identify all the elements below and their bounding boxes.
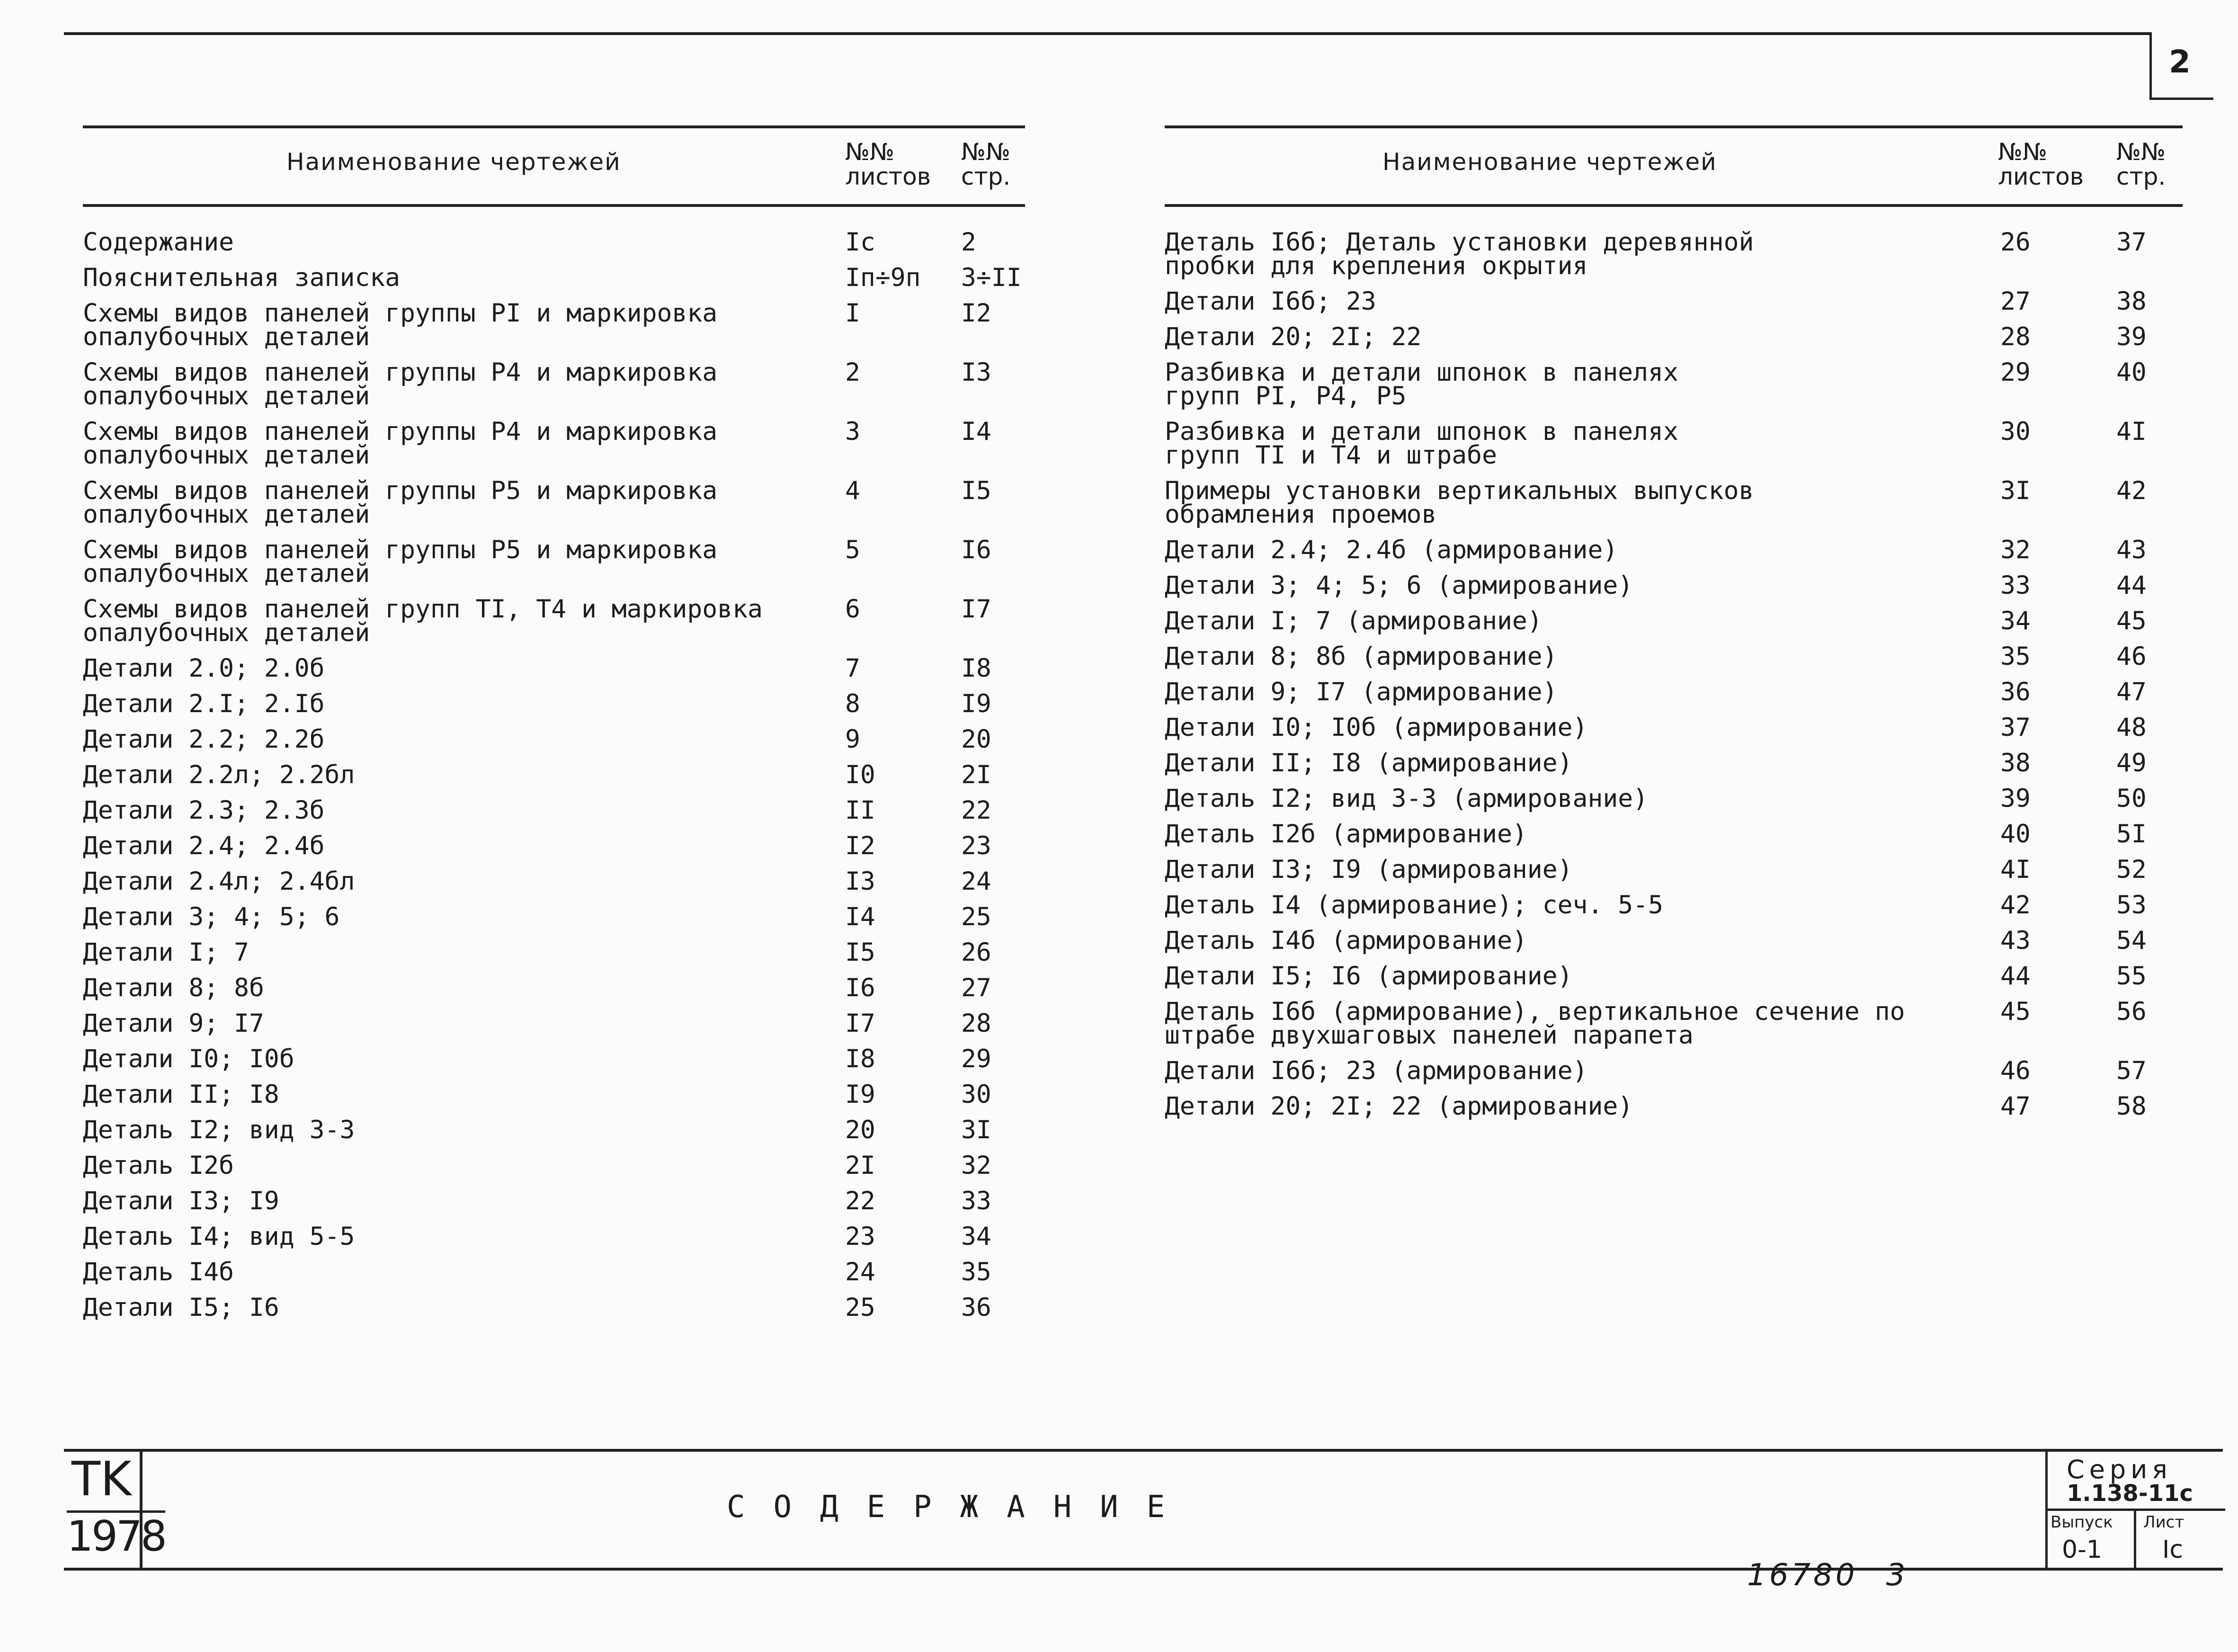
sheet-number-cell: I: [845, 299, 860, 328]
org-code: TK: [71, 1451, 132, 1507]
drawing-name: Детали 20; 2I; 22 (армирование): [1165, 1092, 1633, 1121]
sheet-number-cell: 37: [2000, 713, 2031, 742]
table-row: [83, 1260, 1025, 1296]
drawing-name: Детали I0; I0б: [83, 1045, 294, 1073]
table-row: [1165, 713, 2183, 751]
table-row: [1165, 322, 2183, 361]
page-number-cell: I4: [961, 417, 991, 446]
drawing-name: Детали 2.4; 2.4б: [83, 831, 325, 860]
issue-value: 0-1: [2062, 1536, 2102, 1564]
page-number-cell: 39: [2116, 322, 2147, 351]
page-number-cell: 25: [961, 902, 991, 931]
page-number-cell: 53: [2116, 891, 2147, 920]
sheet-number-cell: 27: [2000, 287, 2031, 316]
page-number-cell: 3I: [961, 1116, 991, 1144]
sheet-number-cell: I3: [845, 867, 875, 896]
table-row: [83, 263, 1025, 302]
page-number-cell: 40: [2116, 358, 2147, 387]
page-number-cell: I7: [961, 595, 991, 624]
sheet-number-cell: 22: [845, 1187, 875, 1215]
issue-cell: [2048, 1511, 2136, 1570]
table-row: [83, 1189, 1025, 1225]
table-row: [1165, 964, 2183, 1000]
table-row: [83, 1151, 1025, 1189]
drawing-name: Деталь I2; вид 3-3: [83, 1116, 355, 1144]
table-row: [1165, 609, 2183, 645]
drawing-name: Примеры установки вертикальных выпусков обрамления проемов: [1165, 476, 1754, 529]
drawing-name: Детали I0; I0б (армирование): [1165, 713, 1588, 742]
drawing-name: Схемы видов панелей группы P4 и маркировка опалубочных деталей: [83, 358, 718, 411]
sheet-number-cell: 33: [2000, 571, 2031, 600]
table-row: [83, 689, 1025, 728]
drawing-name: Детали I3; I9 (армирование): [1165, 855, 1573, 884]
sheet-number-cell: 3I: [2000, 476, 2031, 505]
table-row: [1165, 784, 2183, 822]
sheet-number-cell: I9: [845, 1080, 875, 1109]
sheet-number-cell: I4: [845, 902, 875, 931]
sheet-number-cell: 40: [2000, 820, 2031, 848]
header-pages: №№ стр.: [961, 138, 1011, 190]
title-block: [64, 1449, 2223, 1571]
drawing-name: Детали I5; I6: [83, 1293, 279, 1322]
page-number-cell: 50: [2116, 784, 2147, 813]
sheet-number-cell: 44: [2000, 962, 2031, 991]
sheet-number-cell: I0: [845, 760, 875, 789]
org-year: 1978: [67, 1510, 165, 1560]
drawing-name: Детали 3; 4; 5; 6 (армирование): [1165, 571, 1633, 600]
issue-sheet-row: [2048, 1509, 2225, 1570]
sheet-number-cell: II: [845, 796, 875, 825]
drawing-name: Детали I6б; 23: [1165, 287, 1376, 316]
table-row: [1165, 926, 2183, 964]
page-number-cell: 43: [2116, 536, 2147, 564]
header-pages: №№ стр.: [2116, 138, 2166, 190]
left-contents-table: [83, 125, 1025, 1357]
table-row: [83, 1047, 1025, 1083]
right-contents-table: [1165, 125, 2183, 1357]
page-number-cell: 24: [961, 867, 991, 896]
drawing-name: Детали 2.2л; 2.2бл: [83, 760, 355, 789]
drawing-name: Детали 20; 2I; 22: [1165, 322, 1422, 351]
table-row: [83, 867, 1025, 905]
sheet-number-cell: I5: [845, 938, 875, 967]
sheet-number-cell: I8: [845, 1045, 875, 1073]
drawing-name: Детали 8; 8б: [83, 973, 264, 1002]
sheet-number-cell: 6: [845, 595, 860, 624]
page-number-cell: I2: [961, 299, 991, 328]
sheet-number-cell: 39: [2000, 784, 2031, 813]
page-number-cell: 27: [961, 973, 991, 1002]
drawing-name: Детали I; 7 (армирование): [1165, 607, 1543, 635]
drawing-name: Деталь I2б: [83, 1151, 234, 1180]
page-number-cell: 33: [961, 1187, 991, 1215]
table-row: [1165, 855, 2183, 893]
sheet-number-cell: 43: [2000, 926, 2031, 955]
sheet-number-cell: 34: [2000, 607, 2031, 635]
drawing-name: Пояснительная записка: [83, 263, 401, 292]
sheet-number-cell: 42: [2000, 891, 2031, 920]
page-number-cell: I5: [961, 476, 991, 505]
drawing-name: Разбивка и детали шпонок в панелях групп TI и T4 и штрабе: [1165, 417, 1678, 470]
table-row: [1165, 1056, 2183, 1095]
header-name: Наименование чертежей: [286, 148, 621, 176]
sheet-number-cell: 24: [845, 1258, 875, 1286]
sheet-number-cell: 46: [2000, 1056, 2031, 1085]
page-number-cell: 49: [2116, 749, 2147, 777]
page-number-cell: 2I: [961, 760, 991, 789]
sheet-number-box: [2149, 33, 2213, 100]
sheet-number-cell: 25: [845, 1293, 875, 1322]
drawing-name: Схемы видов панелей групп TI, T4 и маркировка опалубочных деталей: [83, 595, 763, 647]
series-block: [2045, 1452, 2225, 1568]
drawing-name: Детали 2.4л; 2.4бл: [83, 867, 355, 896]
drawing-name: Схемы видов панелей группы P4 и маркировка опалубочных деталей: [83, 417, 718, 470]
table-row: [1165, 680, 2183, 716]
sheet-value: Iс: [2162, 1536, 2183, 1564]
drawing-name: Деталь I2б (армирование): [1165, 820, 1527, 848]
drawing-name: Схемы видов панелей группы P5 и маркировка опалубочных деталей: [83, 476, 718, 529]
series-label: Серия: [2067, 1455, 2172, 1484]
table-row: [1165, 287, 2183, 325]
drawing-name: Деталь I4б (армирование): [1165, 926, 1527, 955]
archive-number-suffix: 3: [1886, 1558, 1908, 1593]
page-number-cell: 22: [961, 796, 991, 825]
page-number-cell: 28: [961, 1009, 991, 1038]
drawing-name: Детали 2.0; 2.0б: [83, 654, 325, 683]
sheet-number-cell: 20: [845, 1116, 875, 1144]
table-row: [83, 228, 1025, 266]
page-number-cell: 52: [2116, 855, 2147, 884]
page-number-cell: 42: [2116, 476, 2147, 505]
sheet-number-cell: 2: [845, 358, 860, 387]
right-table-header: [1165, 125, 2183, 207]
page-number-cell: 26: [961, 938, 991, 967]
sheet-number: 2: [2169, 44, 2191, 80]
table-row: [83, 725, 1025, 763]
drawing-name: Детали 2.4; 2.4б (армирование): [1165, 536, 1618, 564]
sheet-number-cell: 45: [2000, 997, 2031, 1026]
table-row: [83, 1118, 1025, 1154]
table-row: [83, 938, 1025, 976]
org-mark: [64, 1451, 165, 1568]
page-number-cell: 3÷II: [961, 263, 1022, 292]
document-title: СОДЕРЖАНИЕ: [727, 1490, 1194, 1525]
table-row: [83, 1080, 1025, 1118]
sheet-number-cell: 4I: [2000, 855, 2031, 884]
page-number-cell: I8: [961, 654, 991, 683]
table-row: [83, 1009, 1025, 1047]
sheet-number-cell: I7: [845, 1009, 875, 1038]
table-row: [1165, 417, 2183, 479]
drawing-name: Детали 2.2; 2.2б: [83, 725, 325, 754]
sheet-number-cell: 29: [2000, 358, 2031, 387]
sheet-cell: [2134, 1511, 2225, 1570]
drawing-name: Детали 9; I7 (армирование): [1165, 678, 1558, 706]
page-number-cell: 4I: [2116, 417, 2147, 446]
table-row: [83, 595, 1025, 657]
table-row: [83, 654, 1025, 692]
sheet-number-cell: 8: [845, 689, 860, 718]
header-name: Наименование чертежей: [1382, 148, 1717, 176]
table-row: [83, 796, 1025, 834]
archive-number-main: 16780: [1747, 1558, 1858, 1593]
table-row: [83, 538, 1025, 598]
table-row: [83, 1222, 1025, 1260]
sheet-number-cell: 4: [845, 476, 860, 505]
drawing-name: Детали 2.3; 2.3б: [83, 796, 325, 825]
page-number-cell: 2: [961, 228, 976, 257]
sheet-number-cell: 32: [2000, 536, 2031, 564]
page-number-cell: I3: [961, 358, 991, 387]
page-number-cell: 38: [2116, 287, 2147, 316]
sheet-number-cell: Iп÷9п: [845, 263, 921, 292]
drawing-name: Детали I; 7: [83, 938, 249, 967]
page-number-cell: 44: [2116, 571, 2147, 600]
page-number-cell: 29: [961, 1045, 991, 1073]
drawing-name: Схемы видов панелей группы P5 и маркировка опалубочных деталей: [83, 536, 718, 588]
table-row: [1165, 571, 2183, 609]
page-number-cell: I9: [961, 689, 991, 718]
page-number-cell: 47: [2116, 678, 2147, 706]
left-table-header: [83, 125, 1025, 207]
table-row: [1165, 893, 2183, 929]
table-row: [83, 831, 1025, 870]
drawing-name: Содержание: [83, 228, 234, 257]
page-number-cell: 48: [2116, 713, 2147, 742]
header-sheets: №№ листов: [1998, 138, 2084, 190]
sheet-number-cell: 26: [2000, 228, 2031, 257]
table-row: [1165, 751, 2183, 787]
table-row: [1165, 538, 2183, 574]
drawing-name: Деталь I2; вид 3-3 (армирование): [1165, 784, 1649, 813]
sheet-number-cell: 5: [845, 536, 860, 564]
drawing-name: Деталь I4; вид 5-5: [83, 1222, 355, 1251]
page-number-cell: I6: [961, 536, 991, 564]
drawing-name: Деталь I6б; Деталь установки деревянной пробки для крепления окрытия: [1165, 228, 1754, 280]
table-row: [83, 417, 1025, 479]
archive-number: [1747, 1558, 1908, 1593]
drawing-name: Деталь I6б (армирование), вертикальное сечение по штрабе двухшаговых панелей парапета: [1165, 997, 1905, 1050]
drawing-name: Детали II; I8: [83, 1080, 279, 1109]
page-number-cell: 56: [2116, 997, 2147, 1026]
table-row: [83, 476, 1025, 538]
sheet-number-cell: 28: [2000, 322, 2031, 351]
drawing-name: Деталь I4 (армирование); сеч. 5-5: [1165, 891, 1663, 920]
drawing-name: Детали 9; I7: [83, 1009, 264, 1038]
table-row: [83, 299, 1025, 361]
table-row: [1165, 228, 2183, 290]
table-row: [83, 1293, 1025, 1331]
page-number-cell: 36: [961, 1293, 991, 1322]
page-number-cell: 34: [961, 1222, 991, 1251]
page-number-cell: 30: [961, 1080, 991, 1109]
sheet-number-cell: 38: [2000, 749, 2031, 777]
drawing-name: Разбивка и детали шпонок в панелях групп PI, P4, P5: [1165, 358, 1678, 411]
drawing-name: Детали I6б; 23 (армирование): [1165, 1056, 1588, 1085]
drawing-name: Деталь I4б: [83, 1258, 234, 1286]
page-number-cell: 58: [2116, 1092, 2147, 1121]
drawing-name: Детали 8; 8б (армирование): [1165, 642, 1558, 671]
issue-label: Выпуск: [2051, 1513, 2113, 1532]
drawing-name: Детали II; I8 (армирование): [1165, 749, 1573, 777]
table-row: [83, 760, 1025, 799]
sheet-number-cell: Iс: [845, 228, 875, 257]
sheet-number-cell: 23: [845, 1222, 875, 1251]
top-border: [64, 32, 2152, 35]
drawing-name: Детали 2.I; 2.Iб: [83, 689, 325, 718]
header-sheets: №№ листов: [845, 138, 931, 190]
sheet-number-cell: I2: [845, 831, 875, 860]
sheet-label: Лист: [2143, 1513, 2185, 1532]
sheet-number-cell: 2I: [845, 1151, 875, 1180]
page-number-cell: 35: [961, 1258, 991, 1286]
page-number-cell: 46: [2116, 642, 2147, 671]
sheet-number-cell: 35: [2000, 642, 2031, 671]
table-row: [1165, 1092, 2183, 1130]
table-row: [83, 973, 1025, 1012]
page-number-cell: 5I: [2116, 820, 2147, 848]
sheet-number-cell: 7: [845, 654, 860, 683]
table-row: [1165, 476, 2183, 538]
page-number-cell: 20: [961, 725, 991, 754]
drawing-name: Детали 3; 4; 5; 6: [83, 902, 340, 931]
table-row: [1165, 642, 2183, 680]
page-number-cell: 23: [961, 831, 991, 860]
table-row: [1165, 358, 2183, 420]
page-number-cell: 37: [2116, 228, 2147, 257]
table-row: [83, 902, 1025, 941]
sheet-number-cell: 30: [2000, 417, 2031, 446]
drawing-name: Схемы видов панелей группы PI и маркировка опалубочных деталей: [83, 299, 718, 351]
drawing-name: Детали I5; I6 (армирование): [1165, 962, 1573, 991]
sheet-number-cell: 3: [845, 417, 860, 446]
page-number-cell: 32: [961, 1151, 991, 1180]
table-row: [1165, 997, 2183, 1059]
page-number-cell: 55: [2116, 962, 2147, 991]
page-number-cell: 57: [2116, 1056, 2147, 1085]
table-row: [1165, 822, 2183, 858]
page-number-cell: 45: [2116, 607, 2147, 635]
page-number-cell: 54: [2116, 926, 2147, 955]
drawing-name: Детали I3; I9: [83, 1187, 279, 1215]
table-row: [83, 358, 1025, 420]
sheet-number-cell: 47: [2000, 1092, 2031, 1121]
series-value: 1.138-11с: [2067, 1480, 2193, 1507]
sheet-number-cell: I6: [845, 973, 875, 1002]
sheet-number-cell: 36: [2000, 678, 2031, 706]
sheet-number-cell: 9: [845, 725, 860, 754]
